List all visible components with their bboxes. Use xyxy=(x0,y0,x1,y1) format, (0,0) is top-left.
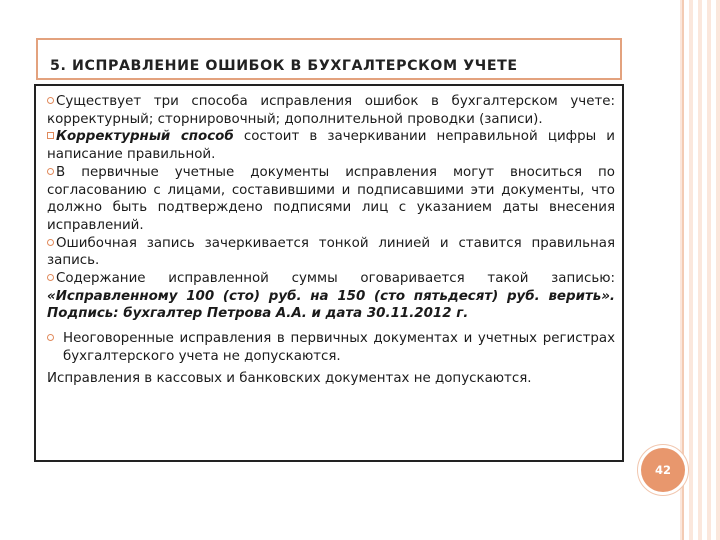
paragraph-corrected-sum xyxy=(47,270,615,323)
square-bullet-icon xyxy=(47,132,54,139)
paragraph-erroneous-entry-text: Ошибочная запись зачеркивается тонкой линией и ставится правильная запись. xyxy=(47,235,615,269)
circle-bullet-icon xyxy=(47,97,54,104)
spacer xyxy=(47,323,615,330)
circle-bullet-icon xyxy=(47,239,54,246)
correction-method-text: состоит в зачеркивании неправильной цифры и написание правильной. xyxy=(47,129,615,163)
paragraph-correction-method xyxy=(47,128,615,163)
slide-content xyxy=(47,93,615,387)
paragraph-primary-documents-text: В первичные учетные документы исправления могут вноситься по согласованию с лицами, составившими и подписавшими эти документы, что должно быть подтверждено подписями лиц с указанием даты внесения исправлений. xyxy=(47,164,615,233)
paragraph-unauthorized-corrections xyxy=(47,330,615,365)
paragraph-primary-documents xyxy=(47,164,615,235)
circle-bullet-icon xyxy=(47,334,54,341)
paragraph-erroneous-entry xyxy=(47,235,615,270)
paragraph-methods xyxy=(47,93,615,128)
corrected-sum-example: «Исправленному 100 (сто) руб. на 150 (сто пятьдесят) руб. верить». Подпись: бухгалтер Петрова А.А. и дата 30.11.2012 г. xyxy=(47,288,615,322)
circle-bullet-icon xyxy=(47,168,54,175)
paragraph-cash-bank-documents xyxy=(47,370,615,388)
paragraph-cash-bank-documents-text: Исправления в кассовых и банковских документах не допускаются. xyxy=(47,370,532,386)
corrected-sum-text: Содержание исправленной суммы оговаривается такой записью: xyxy=(56,271,615,287)
correction-method-term: Корректурный способ xyxy=(56,129,234,145)
circle-bullet-icon xyxy=(47,274,54,281)
paragraph-methods-text: Существует три способа исправления ошибок в бухгалтерском учете: корректурный; сторнировочный; дополнительной проводки (записи). xyxy=(47,94,615,127)
page-number-badge: 42 xyxy=(641,448,685,492)
slide-title: 5. ИСПРАВЛЕНИЕ ОШИБОК В БУХГАЛТЕРСКОМ УЧЕТЕ xyxy=(50,58,518,74)
paragraph-unauthorized-corrections-text: Неоговоренные исправления в первичных документах и учетных регистрах бухгалтерского учета не допускаются. xyxy=(63,331,615,364)
